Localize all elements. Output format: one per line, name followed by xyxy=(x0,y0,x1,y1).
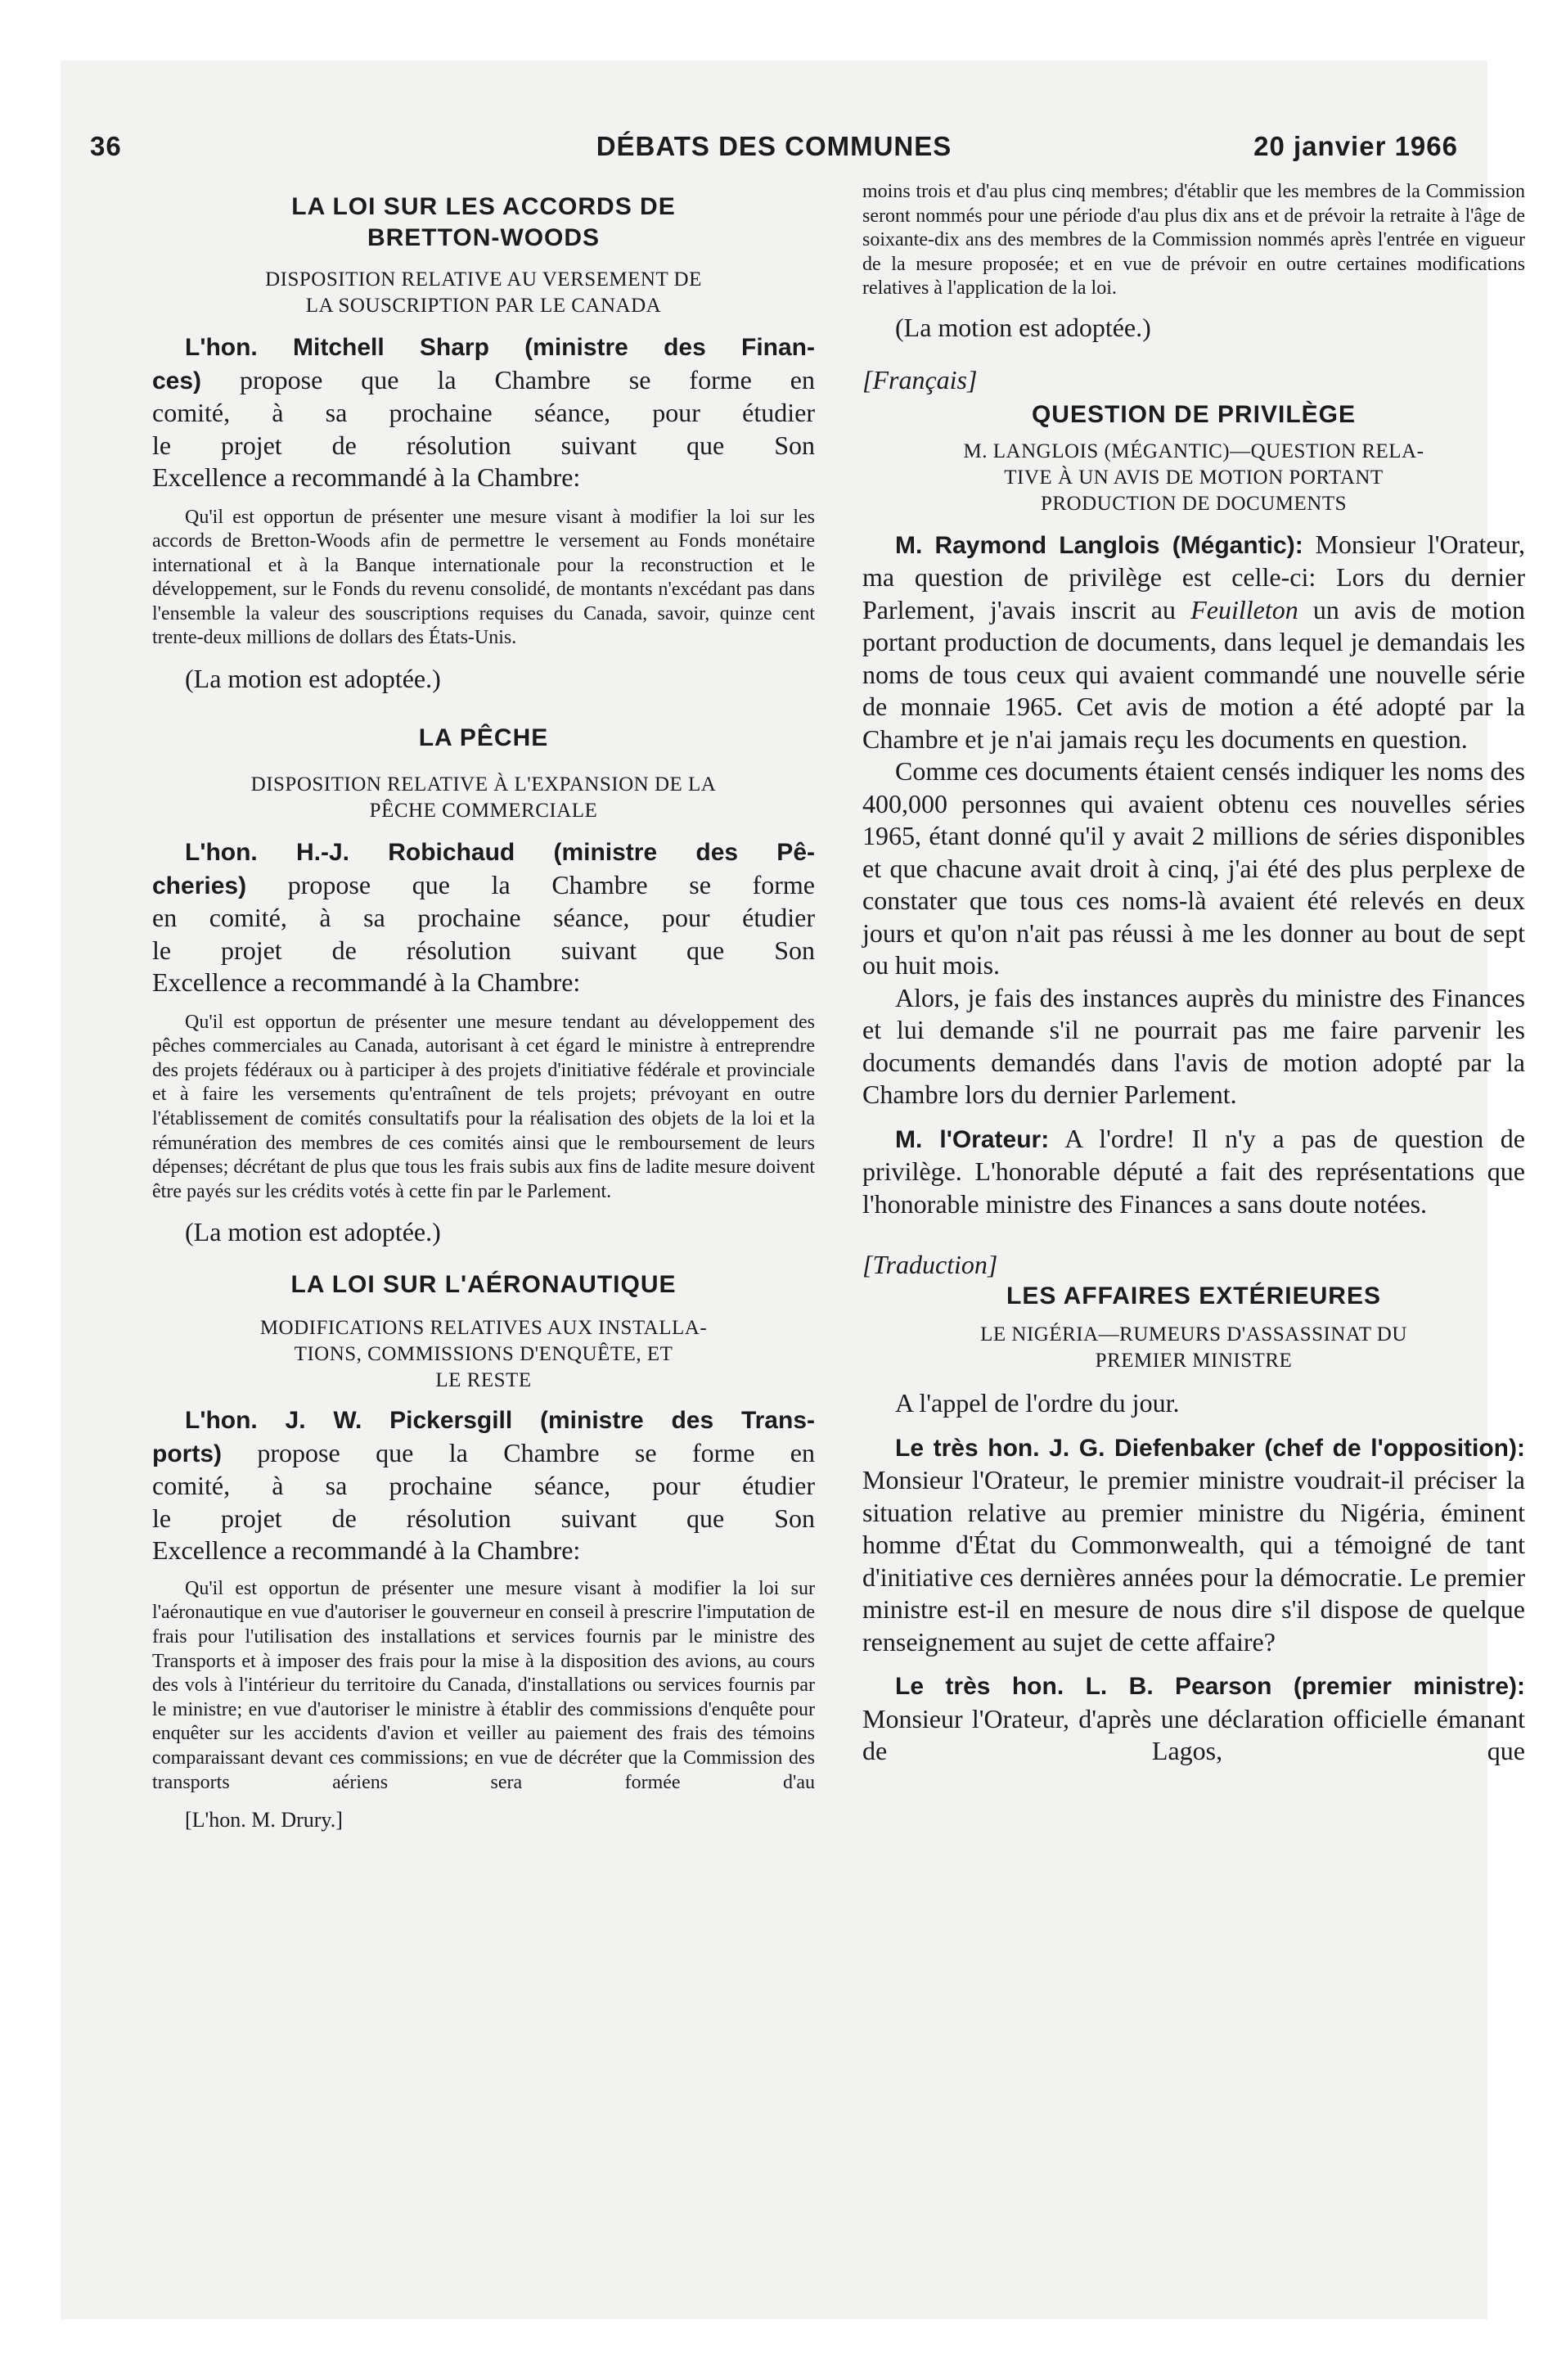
speech-paragraph: L'hon. H.-J. Robichaud (ministre des Pê- cheries) propose que la Chambre se forme en comité, à sa prochaine séance, pour étudier le projet de résolution suivant que Son Excellence a recommandé à la Chambre: xyxy=(152,839,815,998)
speaker-name: M. l'Orateur: xyxy=(895,1125,1050,1153)
speaker-name: ces) xyxy=(152,367,202,394)
left-column xyxy=(152,192,815,1834)
speaker-name: L'hon. H.-J. Robichaud (ministre des Pê- xyxy=(185,839,815,867)
section-heading-bretton-woods: LA LOI SUR LES ACCORDS DE BRETTON-WOODS xyxy=(291,193,676,251)
resolution-quote-continued: moins trois et d'au plus cinq membres; d'établir que les membres de la Commission seront nommés pour une période d'au plus dix ans et de prévoir la retraite à l'âge de soixante-dix ans des membres de la Commission nommés après l'entrée en vigueur de la mesure proposée; et en vue de prévoir en outre certaines modifications relatives à l'application de la loi. xyxy=(862,181,1525,300)
resolution-quote: Qu'il est opportun de présenter une mesure tendant au développement des pêches commerciales au Canada, autorisant à cet égard le ministre à entreprendre des projets fédéraux ou à participer à des projets d'initiative fédérale et provinciale et à faire les versements qu'entraînent de tels projets; prévoyant en outre l'établissement de comités consultatifs pour la réalisation des objets de la loi et la rémunération des membres de ces comités ainsi que le remboursement de leurs dépenses; décrétant de plus que tous les frais subis aux fins de ladite mesure doivent être payés sur les crédits votés à cette fin par le Parlement. xyxy=(152,1011,815,1202)
section-heading-affaires-exterieures: LES AFFAIRES EXTÉRIEURES xyxy=(1006,1282,1381,1310)
resolution-quote: Qu'il est opportun de présenter une mesure visant à modifier la loi sur les accords de Bretton-Woods afin de permettre le versement au Fonds monétaire international et à la Banque internationale pour la reconstruction et le développement, sur le Fonds du revenu consolidé, de montants n'excédant pas dans l'ensemble la valeur des souscriptions requises du Canada, savoir, quinze cent trente-deux millions de dollars des États-Unis. xyxy=(152,506,815,649)
section-subheading: DISPOSITION RELATIVE AU VERSEMENT DE LA SOUSCRIPTION PAR LE CANADA xyxy=(265,268,702,317)
issue-date: 20 janvier 1966 xyxy=(1253,131,1458,161)
page xyxy=(61,61,1526,2319)
speech-paragraph: A l'appel de l'ordre du jour. xyxy=(895,1388,1180,1418)
motion-adopted: (La motion est adoptée.) xyxy=(895,312,1151,342)
language-marker: [Français] xyxy=(862,364,978,394)
speaker-name: L'hon. J. W. Pickersgill (ministre des Trans- xyxy=(185,1407,815,1435)
section-heading-peche: LA PÊCHE xyxy=(418,724,549,752)
language-marker: [Traduction] xyxy=(862,1250,998,1280)
running-title: DÉBATS DES COMMUNES xyxy=(596,131,952,161)
speech-paragraph: Le très hon. L. B. Pearson (premier ministre): Monsieur l'Orateur, d'après une déclaration officielle émanant de Lagos, que xyxy=(862,1673,1525,1766)
section-heading-privilege: QUESTION DE PRIVILÈGE xyxy=(1031,400,1357,428)
section-heading-aeronautique: LA LOI SUR L'AÉRONAUTIQUE xyxy=(290,1271,677,1299)
speaker-name: Le très hon. L. B. Pearson (premier ministre): xyxy=(895,1673,1525,1701)
speech-paragraph: L'hon. J. W. Pickersgill (ministre des Trans- ports) propose que la Chambre se forme en comité, à sa prochaine séance, pour étudier le projet de résolution suivant que Son Excellence a recommandé à la Chambre: xyxy=(152,1407,815,1566)
speech-paragraph: L'hon. Mitchell Sharp (ministre des Finan- ces) propose que la Chambre se forme en comité, à sa prochaine séance, pour étudier le projet de résolution suivant que Son Excellence a recommandé à la Chambre: xyxy=(152,334,815,492)
page-header xyxy=(90,131,1458,172)
right-column xyxy=(862,181,1526,1768)
speech-paragraph: Le très hon. J. G. Diefenbaker (chef de l'opposition): Monsieur l'Orateur, le premier ministre voudrait-il préciser la situation relative au premier ministre du Nigéria, éminent homme d'État du Commonwealth, qui a témoigné de tant d'initiative ces dernières années pour la démocratie. Le premier ministre est-il en mesure de nous dire s'il dispose de quelque renseignement au sujet de cette affaire? xyxy=(862,1434,1525,1657)
section-subheading: LE NIGÉRIA—RUMEURS D'ASSASSINAT DU PREMIER MINISTRE xyxy=(980,1323,1407,1373)
speaker-name: L'hon. Mitchell Sharp (ministre des Finan- xyxy=(185,334,815,361)
resolution-quote: Qu'il est opportun de présenter une mesure visant à modifier la loi sur l'aéronautique en vue d'autoriser le gouverneur en conseil à prescrire l'imputation de frais pour l'utilisation des installations et services fournis par le ministre des Transports et à imposer des frais pour la mise à la disposition des avions, au cours des vols à l'intérieur du territoire du Canada, d'installations ou services fournis par le ministre; en vue d'autoriser le ministre à établir des commissions d'enquête pour enquêter sur les accidents d'avion et veiller au paiement des frais des témoins comparaissant devant ces commissions; en vue de décréter que la Commission des transports aériens sera formée d'au xyxy=(152,1577,815,1793)
section-subheading: DISPOSITION RELATIVE À L'EXPANSION DE LA PÊCHE COMMERCIALE xyxy=(250,773,717,823)
section-subheading: MODIFICATIONS RELATIVES AUX INSTALLA- TIONS, COMMISSIONS D'ENQUÊTE, ET LE RESTE xyxy=(259,1317,708,1392)
speaker-name: cheries) xyxy=(152,872,247,899)
page-footer: [L'hon. M. Drury.] xyxy=(185,1808,343,1832)
motion-adopted: (La motion est adoptée.) xyxy=(185,664,441,694)
speech-paragraph: Comme ces documents étaient censés indiquer les noms des 400,000 personnes qui avaient obtenu ces nouvelles séries 1965, étant donné qu'il y avait 2 millions de séries disponibles et que chacune avait droit à cinq, j'ai été des plus perplexe de constater que tous ces noms-là avaient été relevés en deux jours et qu'on n'ait pas réussi à me les donner au bout de sept ou huit mois. xyxy=(862,756,1525,980)
section-subheading: M. LANGLOIS (MÉGANTIC)—QUESTION RELA- TIVE À UN AVIS DE MOTION PORTANT PRODUCTION DE DOCUMENTS xyxy=(963,439,1424,515)
speech-paragraph: Alors, je fais des instances auprès du ministre des Finances et lui demande s'il ne pourrait pas me faire parvenir les documents demandés dans l'avis de motion adopté par la Chambre lors du dernier Parlement. xyxy=(862,982,1525,1110)
motion-adopted: (La motion est adoptée.) xyxy=(185,1217,441,1247)
page-number: 36 xyxy=(90,131,122,161)
speech-paragraph: M. Raymond Langlois (Mégantic): Monsieur l'Orateur, ma question de privilège est celle-ci: Lors du dernier Parlement, j'avais inscrit au Feuilleton un avis de motion portant production de documents, dans lequel je demandais les noms de tous ceux qui avaient commandé une nouvelle série de monnaie 1965. Cet avis de motion a été adopté par la Chambre et je n'ai jamais reçu les documents en question. xyxy=(862,529,1526,754)
speech-paragraph: M. l'Orateur: A l'ordre! Il n'y a pas de question de privilège. L'honorable député a fait des représentations que l'honorable ministre des Finances a sans doute notées. xyxy=(862,1123,1525,1219)
speaker-name: ports) xyxy=(152,1440,222,1467)
speaker-name: M. Raymond Langlois (Mégantic): xyxy=(895,531,1303,559)
speaker-name: Le très hon. J. G. Diefenbaker (chef de l'opposition): xyxy=(895,1434,1525,1462)
